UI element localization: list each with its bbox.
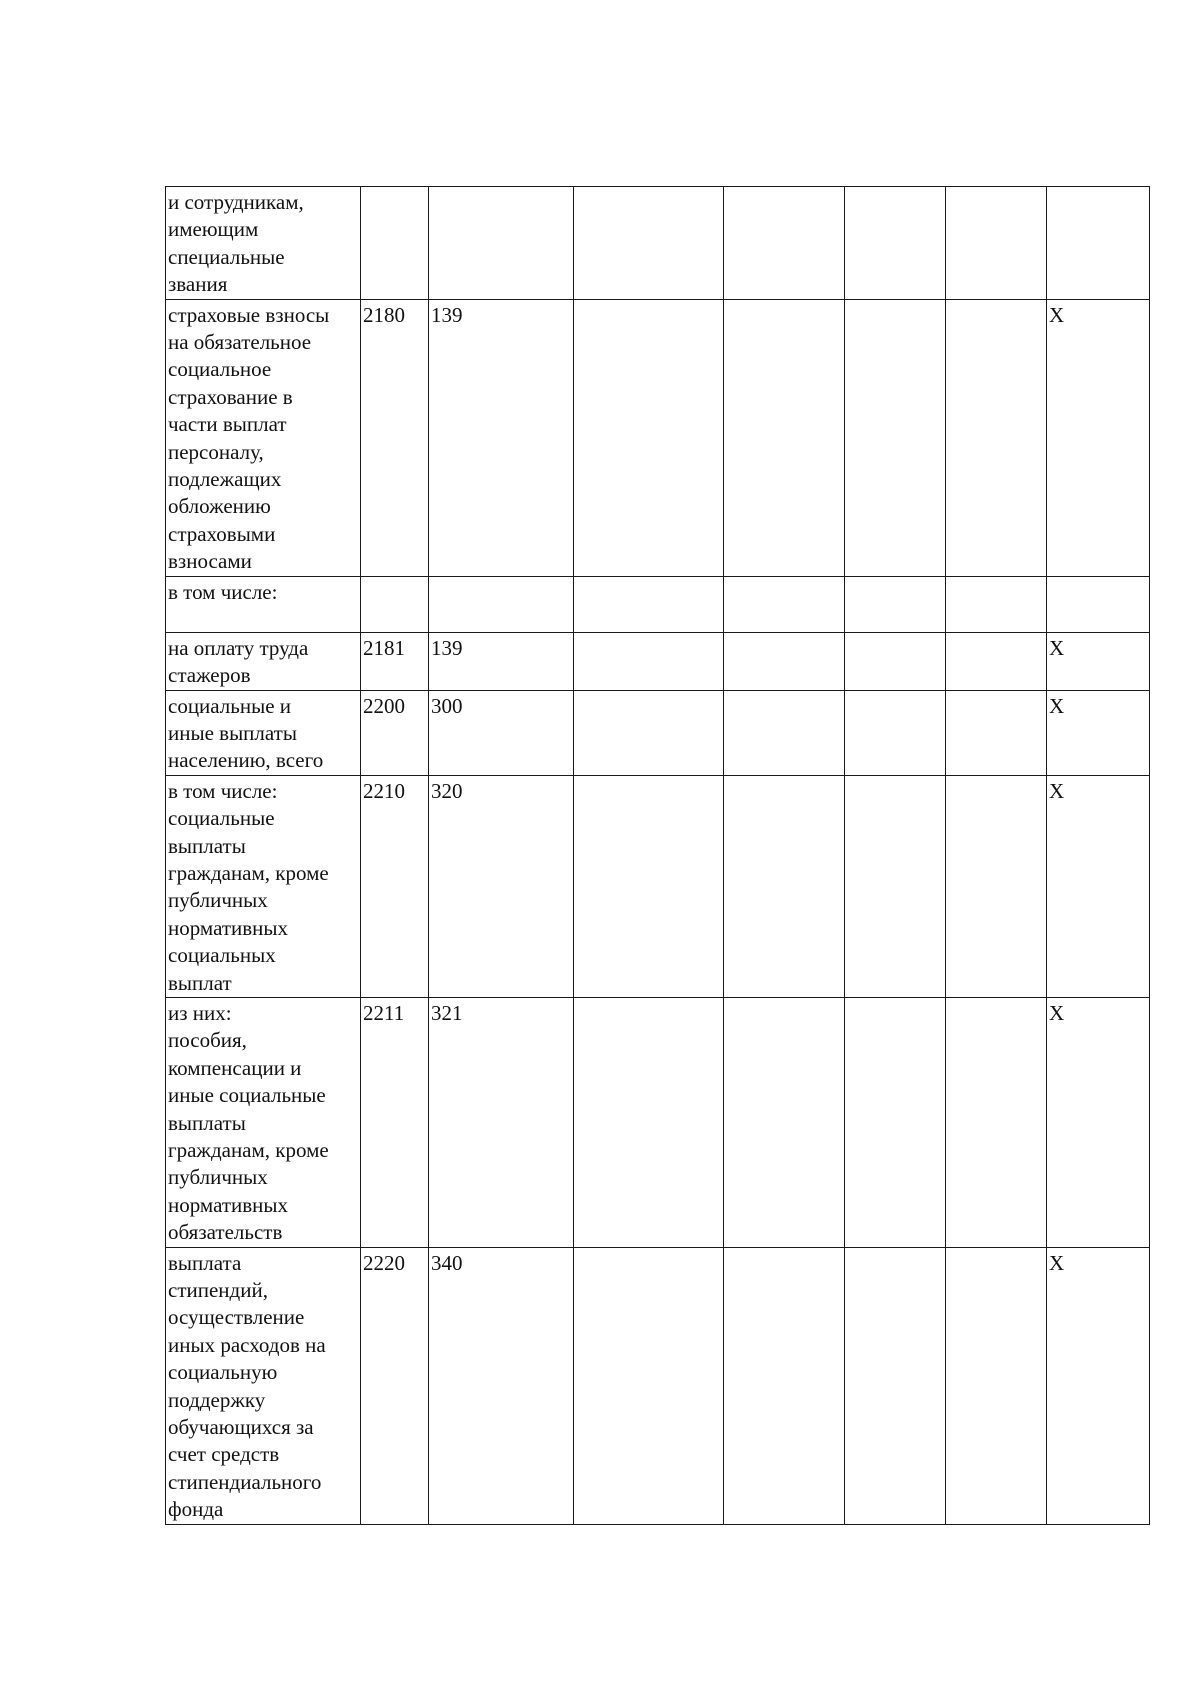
value-cell-5: X [1047,690,1150,775]
value-cell-3 [845,997,946,1247]
budget-code-cell: 139 [429,632,574,690]
table-body [166,187,1150,1525]
budget-code-cell [429,187,574,300]
line-code-cell [361,187,429,300]
row-label-cell: в том числе: социальные выплаты гражданам, кроме публичных нормативных социальных выплат [166,775,361,997]
value-cell-5 [1047,187,1150,300]
row-label-cell: и сотрудникам, имеющим специальные звания [166,187,361,300]
budget-code-cell: 340 [429,1247,574,1524]
budget-code-cell: 321 [429,997,574,1247]
table-row [166,997,1150,1247]
value-cell-2 [724,690,845,775]
value-cell-1 [574,1247,724,1524]
line-code-cell: 2200 [361,690,429,775]
line-code-cell: 2180 [361,299,429,576]
table-row [166,187,1150,300]
value-cell-2 [724,187,845,300]
table-row [166,576,1150,632]
value-cell-3 [845,775,946,997]
value-cell-4 [946,576,1047,632]
value-cell-5: X [1047,775,1150,997]
table-row [166,632,1150,690]
value-cell-3 [845,1247,946,1524]
value-cell-3 [845,299,946,576]
value-cell-5: X [1047,299,1150,576]
value-cell-1 [574,997,724,1247]
table-row [166,775,1150,997]
value-cell-2 [724,576,845,632]
value-cell-2 [724,299,845,576]
value-cell-4 [946,775,1047,997]
value-cell-5: X [1047,632,1150,690]
row-label-cell: выплата стипендий, осуществление иных расходов на социальную поддержку обучающихся за счет средств стипендиального фонда [166,1247,361,1524]
value-cell-2 [724,775,845,997]
budget-code-cell: 300 [429,690,574,775]
row-label-cell: из них: пособия, компенсации и иные социальные выплаты гражданам, кроме публичных нормативных обязательств [166,997,361,1247]
value-cell-4 [946,690,1047,775]
row-label-cell: социальные и иные выплаты населению, всего [166,690,361,775]
table-row [166,1247,1150,1524]
value-cell-5: X [1047,1247,1150,1524]
value-cell-3 [845,690,946,775]
value-cell-1 [574,775,724,997]
value-cell-1 [574,576,724,632]
value-cell-4 [946,997,1047,1247]
table-row [166,299,1150,576]
budget-table [165,186,1150,1525]
budget-code-cell: 139 [429,299,574,576]
value-cell-3 [845,576,946,632]
value-cell-4 [946,1247,1047,1524]
value-cell-5 [1047,576,1150,632]
value-cell-4 [946,632,1047,690]
table-row [166,690,1150,775]
row-label-cell: в том числе: [166,576,361,632]
line-code-cell: 2181 [361,632,429,690]
value-cell-3 [845,632,946,690]
value-cell-1 [574,690,724,775]
value-cell-2 [724,1247,845,1524]
line-code-cell [361,576,429,632]
line-code-cell: 2211 [361,997,429,1247]
value-cell-2 [724,632,845,690]
budget-code-cell [429,576,574,632]
value-cell-1 [574,187,724,300]
value-cell-3 [845,187,946,300]
row-label-cell: страховые взносы на обязательное социальное страхование в части выплат персоналу, подлежащих обложению страховыми взносами [166,299,361,576]
value-cell-1 [574,632,724,690]
value-cell-4 [946,299,1047,576]
value-cell-2 [724,997,845,1247]
line-code-cell: 2220 [361,1247,429,1524]
row-label-cell: на оплату труда стажеров [166,632,361,690]
budget-code-cell: 320 [429,775,574,997]
value-cell-4 [946,187,1047,300]
value-cell-5: X [1047,997,1150,1247]
line-code-cell: 2210 [361,775,429,997]
value-cell-1 [574,299,724,576]
